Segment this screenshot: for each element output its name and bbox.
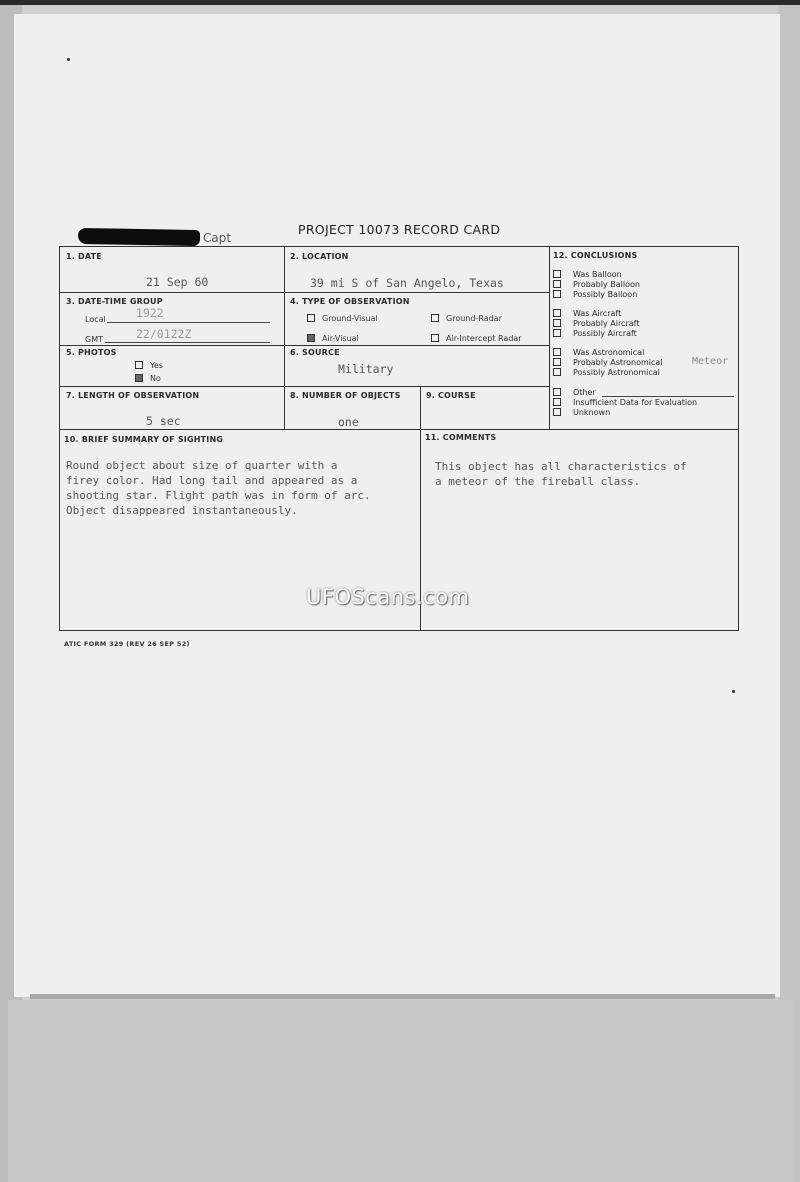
comments-label: 11. COMMENTS xyxy=(425,433,497,442)
checkbox-icon xyxy=(553,368,561,376)
checkbox-icon xyxy=(431,334,439,342)
objects-count-label: 8. NUMBER OF OBJECTS xyxy=(290,391,401,400)
option-air-visual: Air-Visual xyxy=(307,334,359,343)
location-value: 39 mi S of San Angelo, Texas xyxy=(310,276,504,290)
checkbox-icon xyxy=(553,290,561,298)
checkbox-icon xyxy=(553,319,561,327)
other-underline xyxy=(602,396,734,397)
card-title: PROJECT 10073 RECORD CARD xyxy=(298,222,501,237)
comments-line: a meteor of the fireball class. xyxy=(435,475,641,488)
conclusion-option: Was Balloon xyxy=(553,270,622,279)
rank-label: Capt xyxy=(203,231,232,245)
conclusion-option: Probably Balloon xyxy=(553,280,640,289)
gmt-underline xyxy=(105,342,270,343)
conclusion-option: Other xyxy=(553,388,596,397)
conclusion-note: Meteor xyxy=(692,356,729,367)
conclusion-option: Possibly Balloon xyxy=(553,290,637,299)
page-bottom-edge xyxy=(30,994,775,999)
objects-count-value: one xyxy=(338,415,359,429)
rule xyxy=(549,246,550,429)
checkbox-icon xyxy=(431,314,439,322)
date-label: 1. DATE xyxy=(66,252,102,261)
conclusion-option: Possibly Aircraft xyxy=(553,329,637,338)
watermark: UFOScans.com xyxy=(306,585,470,609)
conclusions-label: 12. CONCLUSIONS xyxy=(553,251,638,260)
conclusion-option: Possibly Astronomical xyxy=(553,368,660,377)
date-value: 21 Sep 60 xyxy=(146,275,209,289)
scan-top-edge xyxy=(0,0,800,5)
underlying-page xyxy=(8,1000,793,1182)
option-ground-visual: Ground-Visual xyxy=(307,314,378,323)
date-time-group-label: 3. DATE-TIME GROUP xyxy=(66,297,163,306)
checkbox-icon xyxy=(307,314,315,322)
gmt-time-value: 22/0122Z xyxy=(136,327,192,341)
local-time-value: 1922 xyxy=(136,306,164,320)
checked-box-icon xyxy=(307,334,315,342)
course-label: 9. COURSE xyxy=(426,391,476,400)
comments-line: This object has all characteristics of xyxy=(435,460,687,473)
checkbox-icon xyxy=(553,348,561,356)
observation-type-label: 4. TYPE OF OBSERVATION xyxy=(290,297,410,306)
conclusion-option: Probably Aircraft xyxy=(553,319,639,328)
rule xyxy=(59,429,739,430)
rule xyxy=(59,345,550,346)
source-value: Military xyxy=(338,362,394,376)
form-number: ATIC FORM 329 (REV 26 SEP 52) xyxy=(64,640,190,648)
checkbox-icon xyxy=(135,361,143,369)
summary-label: 10. BRIEF SUMMARY OF SIGHTING xyxy=(64,435,224,444)
location-label: 2. LOCATION xyxy=(290,252,349,261)
photos-label: 5. PHOTOS xyxy=(66,348,117,357)
length-value: 5 sec xyxy=(146,414,181,428)
checked-box-icon xyxy=(135,374,143,382)
local-underline xyxy=(107,322,270,323)
checkbox-icon xyxy=(553,398,561,406)
rule xyxy=(284,246,285,429)
summary-line: firey color. Had long tail and appeared as a xyxy=(66,474,358,487)
checkbox-icon xyxy=(553,329,561,337)
photos-yes: Yes xyxy=(135,361,163,370)
summary-line: Round object about size of quarter with a xyxy=(66,459,338,472)
local-label: Local xyxy=(85,315,106,324)
source-label: 6. SOURCE xyxy=(290,348,340,357)
summary-line: Object disappeared instantaneously. xyxy=(66,504,298,517)
conclusion-option: Probably Astronomical xyxy=(553,358,663,367)
checkbox-icon xyxy=(553,309,561,317)
checkbox-icon xyxy=(553,270,561,278)
checkbox-icon xyxy=(553,408,561,416)
summary-line: shooting star. Flight path was in form of arc. xyxy=(66,489,371,502)
checkbox-icon xyxy=(553,358,561,366)
gmt-label: GMT xyxy=(85,335,103,344)
conclusion-option: Was Astronomical xyxy=(553,348,644,357)
option-ground-radar: Ground-Radar xyxy=(431,314,502,323)
rule xyxy=(59,386,550,387)
conclusion-option: Insufficient Data for Evaluation xyxy=(553,398,697,407)
redaction-mark xyxy=(78,228,200,246)
length-label: 7. LENGTH OF OBSERVATION xyxy=(66,391,200,400)
rule xyxy=(59,292,550,293)
option-air-intercept-radar: Air-Intercept Radar xyxy=(431,334,522,343)
conclusion-option: Was Aircraft xyxy=(553,309,621,318)
conclusion-option: Unknown xyxy=(553,408,610,417)
photos-no: No xyxy=(135,374,161,383)
checkbox-icon xyxy=(553,388,561,396)
speck xyxy=(67,58,70,61)
speck xyxy=(732,690,735,693)
checkbox-icon xyxy=(553,280,561,288)
